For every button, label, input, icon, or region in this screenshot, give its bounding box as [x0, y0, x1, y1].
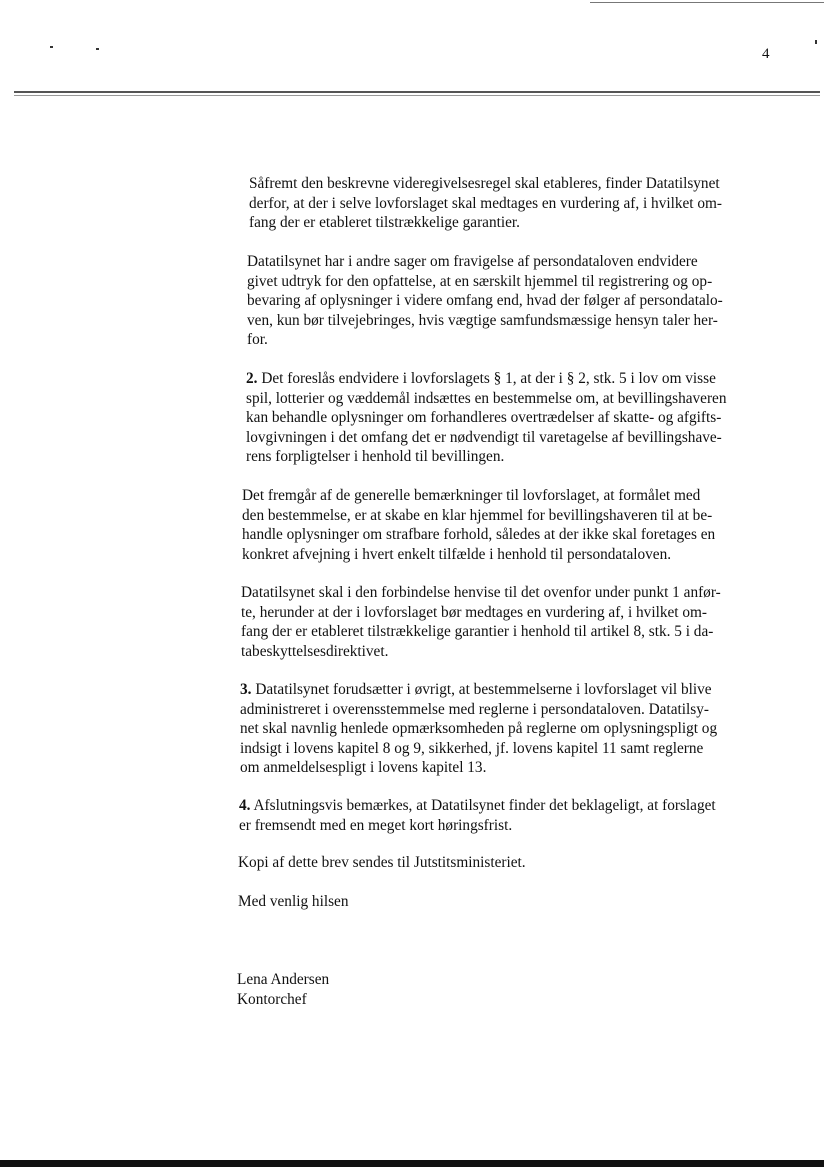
- paragraph-6: 3. Datatilsynet forudsætter i øvrigt, at bestemmelserne i lovforslaget vil blive administreret i overensstemmelse med reglerne i persondataloven. Datatilsy- net skal navnlig henlede opmærksomheden på reglerne om oplysningspligt og indsigt i lovens kapitel 8 og 9, sikkerhed, jf. lovens kapitel 11 samt reglerne om anmeldelsespligt i lovens kapitel 13.: [240, 681, 718, 776]
- signature-block: [237, 970, 765, 1009]
- closing-greeting: Med venlig hilsen: [238, 893, 349, 910]
- signatory-name: Lena Andersen: [237, 971, 330, 988]
- scan-bottom-edge: [0, 1160, 824, 1167]
- paragraph-3: 2. Det foreslås endvidere i lovforslagets § 1, at der i § 2, stk. 5 i lov om visse spil, lotterier og væddemål indsættes en bestemmelse om, at bevillingshaveren kan behandle oplysninger om forhandleres overtrædelser af skatte- og afgifts- lovgivningen i det omfang det er nødvendigt til varetagelse af bevillingshave- rens forpligtelser i henhold til bevillingen.: [246, 370, 727, 465]
- header-rule: [14, 91, 820, 93]
- section-number: 3.: [240, 681, 252, 698]
- section-number: 4.: [239, 797, 251, 814]
- paragraph-5: Datatilsynet skal i den forbindelse henvise til det ovenfor under punkt 1 anfør- te, herunder at der i lovforslaget bør medtages en vurdering af, i hvilket om- fang der er etableret tilstrækkelige garantier i henhold til artikel 8, stk. 5 i da- tabeskyttelsesdirektivet.: [241, 584, 721, 660]
- copy-notice: Kopi af dette brev sendes til Jutstitsministeriet.: [238, 854, 526, 871]
- scan-edge-line: [590, 2, 824, 3]
- scan-speck: [50, 46, 53, 48]
- header-rule-secondary: [14, 95, 820, 96]
- signatory-title: Kontorchef: [237, 990, 307, 1008]
- section-number: 2.: [246, 370, 258, 387]
- paragraph-1: Såfremt den beskrevne videregivelsesregel skal etableres, finder Datatilsynet derfor, at der i selve lovforslaget skal medtages en vurdering af, i hvilket om- fang der er etableret tilstrækkelige garantier.: [249, 175, 723, 231]
- page-number: 4: [762, 46, 770, 62]
- scan-speck: [96, 48, 99, 50]
- paragraph-4: Det fremgår af de generelle bemærkninger til lovforslaget, at formålet med den bestemmelse, er at skabe en klar hjemmel for bevillingshaveren til at be- handle oplysninger om strafbare forhold, således at der ikke skal foretages en konkret afvejning i hvert enkelt tilfælde i henhold til persondataloven.: [242, 487, 716, 563]
- paragraph-2: Datatilsynet har i andre sager om fravigelse af persondataloven endvidere givet udtryk for den opfattelse, at en særskilt hjemmel til registrering og op- bevaring af oplysninger i videre omfang end, hvad der følger af persondatalo- ven, kun bør tilvejebringes, hvis vægtige samfundsmæssige hensyn taler her- for.: [247, 253, 723, 348]
- scan-speck: [815, 40, 817, 44]
- paragraph-7: 4. Afslutningsvis bemærkes, at Datatilsynet finder det beklageligt, at forslaget er fremsendt med en meget kort høringsfrist.: [239, 797, 716, 834]
